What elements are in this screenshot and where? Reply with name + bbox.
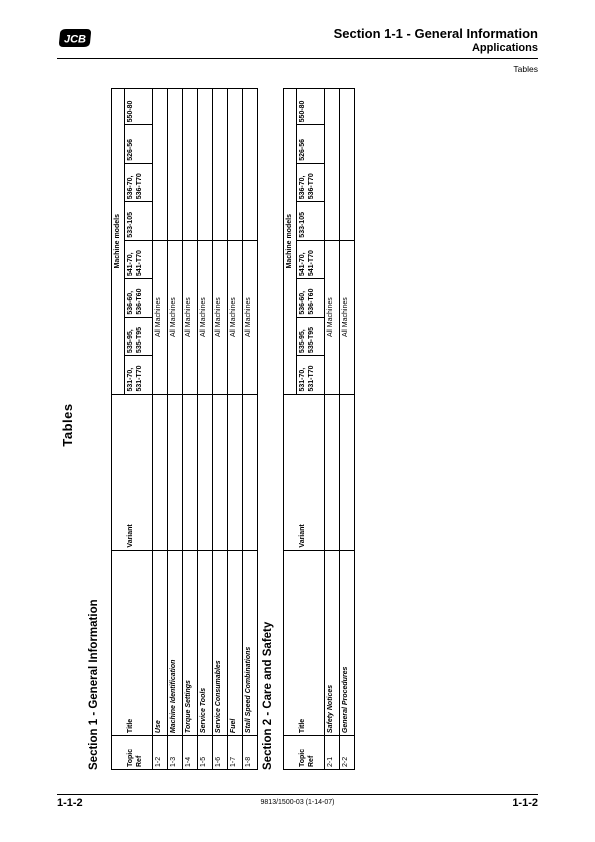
models-cell: All Machines — [168, 240, 183, 394]
section-title: Section 1-1 - General Information — [333, 26, 538, 41]
page-title: Tables — [60, 403, 75, 447]
page-number-right: 1-1-2 — [512, 797, 538, 809]
topic-ref-cell: 1-2 — [153, 736, 168, 770]
topic-ref-cell: 2-1 — [325, 736, 340, 770]
topic-ref-header: Topic Ref — [297, 736, 325, 770]
topic-ref-cell: 1-8 — [243, 736, 258, 770]
title-cell: Safety Notices — [325, 550, 340, 735]
topic-tab: Tables — [513, 64, 538, 74]
model-header: 526-56 — [297, 125, 325, 163]
table-row — [228, 89, 243, 770]
table-row — [168, 89, 183, 770]
topic-ref-cell: 1-7 — [228, 736, 243, 770]
model-header: 526-56 — [125, 125, 153, 163]
header-divider — [57, 58, 538, 59]
title-cell: Service Tools — [198, 550, 213, 735]
rotated-content — [57, 80, 347, 770]
models-cell: All Machines — [340, 240, 355, 394]
models-cell: All Machines — [198, 240, 213, 394]
title-cell: Stall Speed Combinations — [243, 550, 258, 735]
topic-ref-cell: 1-5 — [198, 736, 213, 770]
table-header-row — [125, 89, 153, 770]
jcb-logo — [57, 27, 93, 49]
title-cell: Machine Identification — [168, 550, 183, 735]
title-cell: Torque Settings — [183, 550, 198, 735]
section-subtitle: Applications — [471, 42, 538, 54]
model-header: 536-70, 536-T70 — [125, 163, 153, 201]
title-cell: Use — [153, 550, 168, 735]
topic-ref-cell: 1-4 — [183, 736, 198, 770]
variant-header: Variant — [297, 394, 325, 550]
models-cell: All Machines — [153, 240, 168, 394]
models-cell: All Machines — [213, 240, 228, 394]
title-cell: General Procedures — [340, 550, 355, 735]
section-2-table — [283, 88, 355, 770]
section-1-table — [111, 88, 258, 770]
model-header: 550-80 — [297, 89, 325, 125]
table-row — [153, 89, 168, 770]
machine-models-header: Machine models — [112, 89, 125, 395]
model-header: 550-80 — [125, 89, 153, 125]
jcb-logo-text: JCB — [63, 33, 87, 46]
document-reference: 9813/1500-03 (1-14-07) — [260, 799, 335, 806]
table-row — [183, 89, 198, 770]
topic-ref-cell: 1-6 — [213, 736, 228, 770]
section-1-heading: Section 1 - General Information — [88, 599, 100, 770]
table-header-row — [297, 89, 325, 770]
table-row — [198, 89, 213, 770]
model-header: 541-70, 541-T70 — [125, 240, 153, 278]
models-cell: All Machines — [183, 240, 198, 394]
model-header: 531-70, 531-T70 — [125, 356, 153, 394]
model-header: 536-70, 536-T70 — [297, 163, 325, 201]
model-header: 535-95, 535-T95 — [125, 317, 153, 355]
model-header: 541-70, 541-T70 — [297, 240, 325, 278]
topic-ref-cell: 1-3 — [168, 736, 183, 770]
model-header: 531-70, 531-T70 — [297, 356, 325, 394]
table-row — [325, 89, 340, 770]
footer-divider — [57, 794, 538, 795]
title-cell: Fuel — [228, 550, 243, 735]
table-row — [213, 89, 228, 770]
table-header-row — [112, 89, 125, 770]
title-cell: Service Consumables — [213, 550, 228, 735]
model-header: 533-105 — [125, 202, 153, 240]
models-cell: All Machines — [243, 240, 258, 394]
table-row — [340, 89, 355, 770]
models-cell: All Machines — [325, 240, 340, 394]
variant-header: Variant — [125, 394, 153, 550]
model-header: 536-60, 536-T60 — [125, 279, 153, 317]
title-header: Title — [125, 550, 153, 735]
table-row — [243, 89, 258, 770]
models-cell: All Machines — [228, 240, 243, 394]
topic-ref-cell: 2-2 — [340, 736, 355, 770]
model-header: 535-95, 535-T95 — [297, 317, 325, 355]
section-2-heading: Section 2 - Care and Safety — [262, 621, 274, 770]
title-header: Title — [297, 550, 325, 735]
page-number-left: 1-1-2 — [57, 797, 83, 809]
machine-models-header: Machine models — [284, 89, 297, 395]
model-header: 533-105 — [297, 202, 325, 240]
topic-ref-header: Topic Ref — [125, 736, 153, 770]
table-header-row — [284, 89, 297, 770]
model-header: 536-60, 536-T60 — [297, 279, 325, 317]
